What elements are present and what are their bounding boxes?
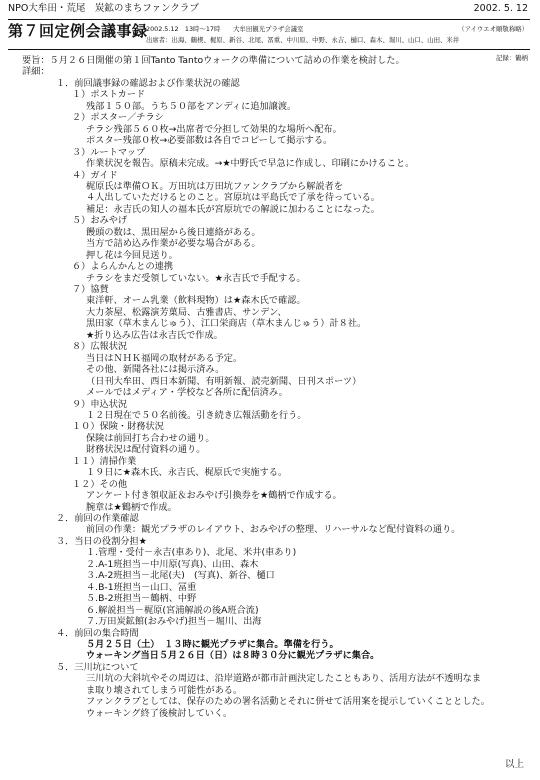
minutes-line: ４．前回の集合時間 [56, 627, 139, 639]
minutes-line: １．前回議事録の確認および作業状況の確認 [56, 77, 240, 89]
minutes-line: ４）ガイド [72, 169, 118, 181]
minutes-line: ８）広報状況 [72, 341, 128, 353]
minutes-line: 東洋軒、オーム乳業（飲料現物）は★森木氏で確認。 [86, 295, 306, 307]
minutes-line: 饅頭の数は、黒田屋から後日連絡がある。 [86, 226, 261, 238]
minutes-line: ５月２５日（土） １３時に観光プラザに集合。準備を行う。 [86, 638, 339, 650]
minutes-line: ７.万田炭鉱館(おみやげ)担当－堀川、出海 [86, 616, 262, 628]
minutes-line: ２）ポスター／チラシ [72, 112, 164, 124]
organization-name: NPO大牟田・荒尾 炭鉱のまちファンクラブ [8, 3, 199, 14]
header-rule [8, 19, 530, 20]
minutes-line: チラシ残部５６０枚→出席者で分担して効果的な場所へ配布。 [86, 123, 342, 135]
minutes-line: 梶原氏は準備ＯＫ。万田坑は万田坑ファンクラブから解説者を [86, 180, 343, 192]
minutes-line: ７）協賛 [72, 284, 109, 295]
minutes-line: 当方で詰め込み作業が必要な場合がある。 [86, 238, 261, 250]
attendee-note: （アイウエオ順敬称略） [458, 25, 528, 33]
minutes-line: ウォーキング終了後検討していく。 [86, 707, 233, 719]
top-header [8, 4, 528, 18]
minutes-line: １９日に★森木氏、永吉氏、梶原氏で実施する。 [86, 467, 288, 479]
minutes-line: ★折り込み広告は永吉氏で作成。 [86, 329, 223, 341]
minutes-line: ４.B-1班担当－山口、冨重 [86, 581, 197, 593]
minutes-line: 押し花は今回見送り。 [86, 249, 178, 261]
minutes-line: その他、新聞各社には掲示済み。 [86, 364, 225, 376]
minutes-line: 三川坑の大斜坑やその周辺は、沿岸道路が都市計画決定したこともあり、活用方法が不透明なま [86, 673, 482, 685]
minutes-line: ５．三川坑について [56, 661, 139, 673]
attendees: 出席者：出海、鶴楔、梶原、新谷、北尾、冨重、中川原、中野、永吉、樋口、森木、堀川、山口、山田、米井 [146, 36, 460, 44]
minutes-line: ３.A-2班担当－北尾(夫) (写真)、新谷、樋口 [86, 570, 275, 582]
minutes-line: 要旨：５月２６日開催の第１回Tanto Tantoウォークの準備について詰めの作業を検討した。 [22, 55, 405, 66]
minutes-line: メールではメディア・学校など各所に配信済み。 [86, 387, 288, 399]
minutes-line: ファンクラブとしては、保存のための署名活動とそれに併せて活用案を提示していくこととした。 [86, 696, 490, 708]
minutes-line: １）ポストカード [72, 89, 146, 101]
minutes-line: ま取り壊されてしまう可能性がある。 [86, 684, 243, 696]
minutes-line: 作業状況を報告。原稿未完成。→★中野氏で早急に作成し、印刷にかけること。 [86, 158, 415, 170]
minutes-line: 当日はＮＨＫ福岡の取材がある予定。 [86, 352, 243, 364]
meeting-info: 2002.5.12 13時～17時 大牟田観光プラザ会議室 [146, 25, 304, 33]
page-title: 第７回定例会議事録 [8, 22, 148, 40]
recorder: 記録：鶴柄 [496, 54, 528, 62]
minutes-line: 補足：永吉氏の知人の福本氏が宮原坑での解説に加わることになった。 [86, 203, 380, 215]
minutes-line: ポスター残部０枚→必要部数は各自でコピーして掲示する。 [86, 135, 333, 147]
minutes-line: １２日現在で５０名前後。引き続き広報活動を行う。 [86, 409, 307, 421]
minutes-line: 財務状況は配付資料の通り。 [86, 444, 206, 456]
minutes-line: ３）ルートマップ [72, 146, 146, 158]
minutes-line: ２．前回の作業確認 [56, 513, 139, 524]
minutes-line: 残部１５０部。うち５０部をアンディに追加譲渡。 [86, 100, 297, 112]
minutes-line: １.管理・受付－永吉(車あり)、北尾、米井(車あり) [86, 547, 297, 559]
minutes-line: ６）よらんかんとの連携 [72, 261, 174, 273]
minutes-line: アンケート付き領収証＆おみやげ引換券を★鶴柄で作成する。 [86, 490, 342, 502]
minutes-line: １２）その他 [72, 478, 128, 490]
minutes-line: ５.B-2班担当－鶴柄、中野 [86, 593, 197, 605]
title-rule [8, 49, 530, 50]
minutes-line: １０）保険・財務状況 [72, 421, 164, 433]
minutes-line: （日刊大牟田、西日本新聞、有明新報、読売新聞、日刊スポーツ） [86, 375, 362, 387]
end-mark: 以上 [504, 759, 524, 770]
minutes-line: ５）おみやげ [72, 215, 128, 227]
minutes-line: 前回の作業：観光プラザのレイアウト、おみやげの整理、リハーサルなど配付資料の通り。 [86, 524, 461, 536]
minutes-line: ３．当日の役割分担★ [56, 535, 147, 547]
minutes-line: 詳細： [22, 66, 50, 78]
minutes-line: 腕章は★鶴柄で作成。 [86, 501, 177, 513]
minutes-line: ２.A-1班担当－中川原(写真)、山田、森木 [86, 558, 259, 570]
document-date: 2002. 5. 12 [473, 3, 528, 14]
minutes-line: ９）申込状況 [72, 398, 128, 410]
minutes-line: 黒田家（草木まんじゅう）、江口栄商店（草木まんじゅう）計８社。 [86, 318, 367, 330]
minutes-line: 保険は前回打ち合わせの通り。 [86, 432, 215, 444]
minutes-line: １１）清掃作業 [72, 455, 137, 467]
minutes-line: 大力茶屋、松露演芳菓局、古雅書店、サンデン、 [86, 306, 287, 318]
minutes-line: ６.解説担当－梶原(宮浦解説の後A班合流) [86, 604, 259, 616]
minutes-line: ４人出していただけるとのこと。宮原坑は平島氏で了承を待っている。 [86, 192, 380, 204]
minutes-line: チラシをまだ受領していない。★永吉氏で手配する。 [86, 272, 306, 284]
minutes-line: ウォーキング当日５月２６日（日）は８時３０分に観光プラザに集合。 [86, 650, 380, 662]
